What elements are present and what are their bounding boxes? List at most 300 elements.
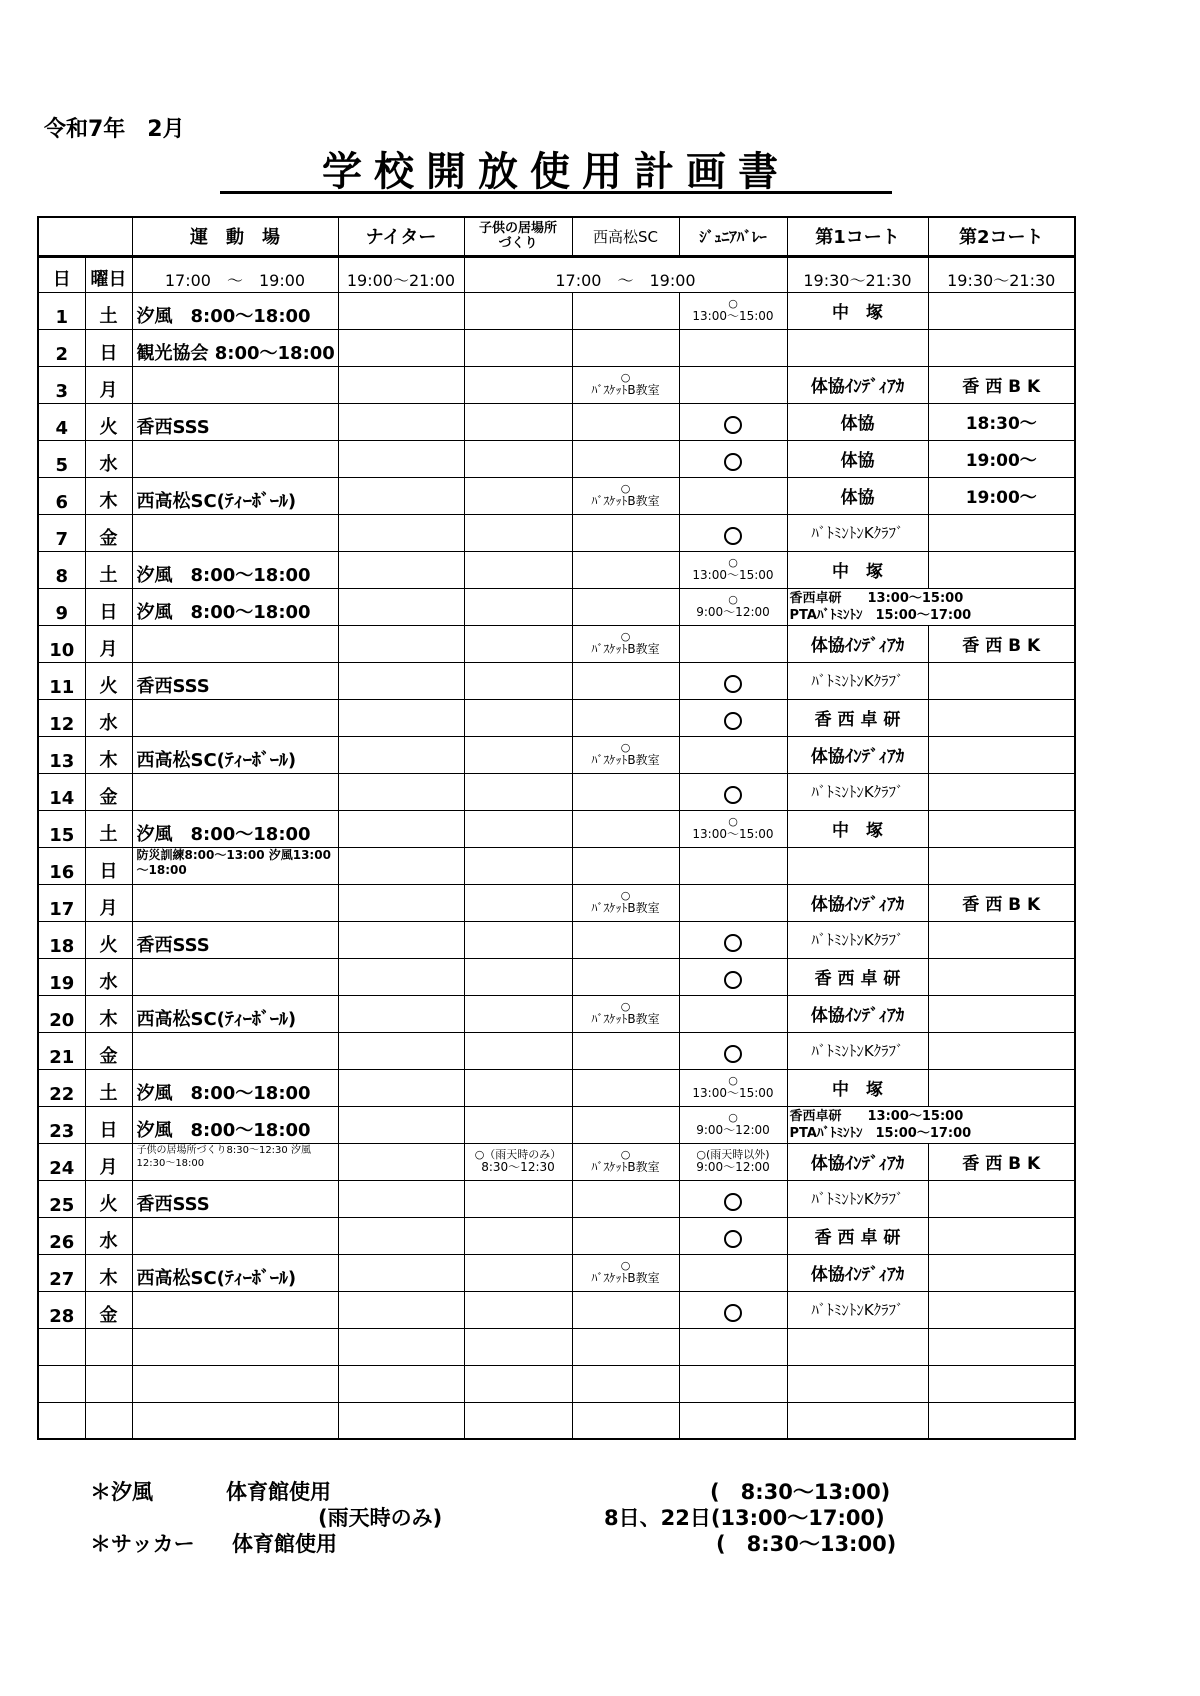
stack-text: 13:00～15:00 [692,826,774,841]
stack-text: ﾊﾞｽｹｯﾄB教室 [591,1159,660,1174]
table-row [38,1254,1075,1291]
subheader-court1-time: 19:30～21:30 [787,256,928,292]
header-ibasho-line2: づくり [498,236,538,252]
row-court1 [787,329,928,366]
stack-mark: ○ [728,296,738,310]
stack-mark: ○ [728,814,738,828]
table-row [38,1069,1075,1106]
row-court1: 体協 [787,403,928,440]
row-weekday: 土 [85,810,132,847]
row-court1 [787,1402,928,1439]
circle-mark-icon [724,1304,742,1322]
row-nishitakamatsu [572,773,679,810]
row-ibasho [464,1217,572,1254]
row-nighter [338,884,464,921]
row-nishitakamatsu [572,1402,679,1439]
table-row [38,699,1075,736]
row-nighter [338,1180,464,1217]
stack-mark: ○ [728,1073,738,1087]
row-junior [679,366,787,403]
circle-mark-icon [724,453,742,471]
stack-text: ﾊﾞｽｹｯﾄB教室 [591,641,660,656]
era-date: 令和7年 2月 [44,117,185,142]
circle-mark-icon [724,712,742,730]
row-junior [679,551,787,588]
row-court2: 18:30～ [928,403,1075,440]
row-court1: 体協ｲﾝﾃﾞｨｱｶ [787,1254,928,1291]
row-weekday: 土 [85,292,132,329]
row-ibasho [464,1106,572,1143]
stack [680,1110,787,1137]
row-weekday [85,1328,132,1365]
row-ibasho [464,921,572,958]
row-nishitakamatsu [572,625,679,662]
row-day: 1 [38,292,85,329]
row-field [132,1291,338,1328]
row-day: 14 [38,773,85,810]
row-day: 18 [38,921,85,958]
row-court1: ﾊﾞﾄﾐﾝﾄﾝKｸﾗﾌﾞ [787,1291,928,1328]
row-junior [679,699,787,736]
row-field [132,884,338,921]
row-nishitakamatsu [572,551,679,588]
row-ibasho [464,551,572,588]
circle-mark-icon [724,971,742,989]
row-nishitakamatsu [572,1032,679,1069]
row-weekday: 月 [85,625,132,662]
row-field [132,366,338,403]
row-nighter [338,440,464,477]
subheader-day: 日 [38,256,85,292]
row-court2 [928,847,1075,884]
row-court1: ﾊﾞﾄﾐﾝﾄﾝKｸﾗﾌﾞ [787,1032,928,1069]
header-ibasho-line1: 子供の居場所 [478,221,557,237]
row-court2: 香 西 B K [928,1143,1075,1180]
row-nishitakamatsu [572,1217,679,1254]
row-nishitakamatsu [572,1254,679,1291]
row-court2 [928,329,1075,366]
stack [465,1147,572,1174]
stack-mark: ○ [620,999,631,1013]
row-ibasho [464,1291,572,1328]
row-junior [679,995,787,1032]
row-junior [679,440,787,477]
subheader-court2-time: 19:30～21:30 [928,256,1075,292]
row-nishitakamatsu [572,514,679,551]
row-field [132,1032,338,1069]
row-junior [679,1069,787,1106]
subheader-mid-time: 17:00 ～ 19:00 [464,256,787,292]
row-court1: ﾊﾞﾄﾐﾝﾄﾝKｸﾗﾌﾞ [787,514,928,551]
row-nishitakamatsu [572,958,679,995]
row-field: 観光協会 8:00～18:00 [132,329,338,366]
row-court2 [928,736,1075,773]
row-ibasho [464,292,572,329]
row-junior [679,1328,787,1365]
table-row [38,625,1075,662]
stack [573,481,679,508]
row-court2 [928,1032,1075,1069]
row-ibasho [464,366,572,403]
row-court2 [928,921,1075,958]
stack [680,592,787,619]
row-nishitakamatsu [572,810,679,847]
table-row [38,773,1075,810]
row-field [132,1217,338,1254]
row-day: 6 [38,477,85,514]
row-nighter [338,551,464,588]
row-nighter [338,625,464,662]
row-nishitakamatsu [572,662,679,699]
row-nishitakamatsu [572,736,679,773]
table-row [38,514,1075,551]
header-junior: ｼﾞｭﾆｱﾊﾞﾚｰ [679,217,787,256]
header-ibasho [464,217,572,256]
row-nishitakamatsu [572,403,679,440]
stack [573,629,679,656]
row-field: 汐風 8:00～18:00 [132,1069,338,1106]
note-soccer-label: ＊サッカー [90,1532,195,1556]
stack-text: ﾊﾞｽｹｯﾄB教室 [591,752,660,767]
header-nighter: ナイター [338,217,464,256]
row-day: 12 [38,699,85,736]
row-weekday: 火 [85,403,132,440]
row-ibasho [464,403,572,440]
table-row [38,1291,1075,1328]
row-weekday [85,1402,132,1439]
row-ibasho [464,958,572,995]
circle-mark-icon [724,527,742,545]
row-nishitakamatsu [572,1328,679,1365]
row-nishitakamatsu [572,1143,679,1180]
row-court1: ﾊﾞﾄﾐﾝﾄﾝKｸﾗﾌﾞ [787,662,928,699]
row-field: 香西SSS [132,921,338,958]
row-day [38,1328,85,1365]
row-ibasho [464,810,572,847]
court1-line2: PTAﾊﾞﾄﾐﾝﾄﾝ 15:00～17:00 [789,607,972,623]
row-court2 [928,995,1075,1032]
row-court2 [928,699,1075,736]
row-ibasho [464,1180,572,1217]
row-nighter [338,403,464,440]
row-ibasho [464,736,572,773]
row-nishitakamatsu [572,1365,679,1402]
row-court1: ﾊﾞﾄﾐﾝﾄﾝKｸﾗﾌﾞ [787,773,928,810]
page-title: 学校開放使用計画書 [322,149,790,195]
row-field: 子供の居場所づくり8:30～12:30 汐風12:30～18:00 [132,1143,338,1180]
row-nighter [338,329,464,366]
subheader-nighter-time: 19:00～21:00 [338,256,464,292]
row-court2 [928,1365,1075,1402]
table-row [38,551,1075,588]
table-row [38,1032,1075,1069]
stack [573,1147,679,1174]
circle-mark-icon [724,1230,742,1248]
table-row [38,736,1075,773]
row-weekday [85,1365,132,1402]
row-nighter [338,366,464,403]
table-row [38,1180,1075,1217]
row-nishitakamatsu [572,1106,679,1143]
row-day: 11 [38,662,85,699]
row-nishitakamatsu [572,921,679,958]
row-nighter [338,1032,464,1069]
row-court1: 体協ｲﾝﾃﾞｨｱｶ [787,1143,928,1180]
stack [680,555,787,582]
stack-text: 13:00～15:00 [692,1085,774,1100]
header-field: 運 動 場 [132,217,338,256]
row-nighter [338,292,464,329]
stack-mark: ○ [620,888,631,902]
row-weekday: 金 [85,514,132,551]
row-court1: 体協 [787,440,928,477]
row-nighter [338,773,464,810]
note-soccer-use: 体育館使用 [232,1532,337,1556]
row-nighter [338,477,464,514]
row-ibasho [464,1143,572,1180]
row-junior [679,625,787,662]
row-court2 [928,514,1075,551]
row-junior [679,736,787,773]
row-nighter [338,736,464,773]
row-court1: 中 塚 [787,551,928,588]
title-underline [220,191,892,194]
row-court1: 体協ｲﾝﾃﾞｨｱｶ [787,736,928,773]
row-field: 香西SSS [132,662,338,699]
row-day: 27 [38,1254,85,1291]
stack-text: 9:00～12:00 [696,1122,770,1137]
stack-text: ﾊﾞｽｹｯﾄB教室 [591,382,660,397]
row-nighter [338,1217,464,1254]
row-day: 3 [38,366,85,403]
row-day: 24 [38,1143,85,1180]
row-ibasho [464,329,572,366]
stack-mark: ○ [620,1147,631,1161]
row-ibasho [464,699,572,736]
stack-text: 9:00～12:00 [696,604,770,619]
row-field [132,440,338,477]
subheader-field-time: 17:00 ～ 19:00 [132,256,338,292]
row-field: 汐風 8:00～18:00 [132,551,338,588]
stack-mark: ○ [620,740,631,754]
row-field: 西高松SC(ﾃｨｰﾎﾞｰﾙ) [132,477,338,514]
stack-mark: ○（雨天時のみ） [474,1147,562,1161]
row-day: 4 [38,403,85,440]
row-court2: 香 西 B K [928,625,1075,662]
row-weekday: 月 [85,366,132,403]
court1-line1: 香西卓研 13:00～15:00 [789,590,964,606]
row-field: 汐風 8:00～18:00 [132,810,338,847]
table-row [38,329,1075,366]
row-weekday: 月 [85,884,132,921]
row-day: 23 [38,1106,85,1143]
row-day: 8 [38,551,85,588]
row-nighter [338,847,464,884]
circle-mark-icon [724,675,742,693]
row-court1: 中 塚 [787,810,928,847]
row-court2 [928,551,1075,588]
row-court2 [928,1291,1075,1328]
row-ibasho [464,588,572,625]
row-day: 16 [38,847,85,884]
row-nighter [338,514,464,551]
row-ibasho [464,847,572,884]
row-weekday: 水 [85,1217,132,1254]
row-day: 17 [38,884,85,921]
row-field: 汐風 8:00～18:00 [132,588,338,625]
row-court2 [928,1180,1075,1217]
row-junior [679,514,787,551]
header-blank [38,217,132,256]
row-weekday: 火 [85,921,132,958]
row-field [132,773,338,810]
row-court1: 体協ｲﾝﾃﾞｨｱｶ [787,884,928,921]
row-nighter [338,1106,464,1143]
row-field [132,625,338,662]
row-nighter [338,1402,464,1439]
stack-text: 13:00～15:00 [692,308,774,323]
table-row [38,292,1075,329]
note-dates-time: 8日、22日(13:00～17:00) [604,1506,885,1530]
table-row [38,1217,1075,1254]
circle-mark-icon [724,786,742,804]
note-shiokaze-time: ( 8:30～13:00) [710,1480,891,1504]
table-row [38,810,1075,847]
row-ibasho [464,625,572,662]
row-weekday: 土 [85,551,132,588]
row-field [132,699,338,736]
note-shiokaze-use: 体育館使用 [226,1480,331,1504]
row-ibasho [464,773,572,810]
header-row [38,217,1075,256]
row-weekday: 火 [85,662,132,699]
table-row [38,1402,1075,1439]
row-ibasho [464,1254,572,1291]
table-row [38,884,1075,921]
row-nishitakamatsu [572,847,679,884]
row-junior [679,810,787,847]
row-day: 13 [38,736,85,773]
table-row [38,403,1075,440]
row-nishitakamatsu [572,329,679,366]
row-nighter [338,1254,464,1291]
table-row [38,440,1075,477]
row-court2 [928,662,1075,699]
stack [680,296,787,323]
row-court2 [928,1217,1075,1254]
row-court1: 香 西 卓 研 [787,1217,928,1254]
row-court1: 中 塚 [787,292,928,329]
row-junior [679,847,787,884]
schedule-table [37,216,1076,1440]
table-row [38,662,1075,699]
stack [573,999,679,1026]
circle-mark-icon [724,1045,742,1063]
row-court2 [928,810,1075,847]
table-row [38,1365,1075,1402]
row-court1: 体協ｲﾝﾃﾞｨｱｶ [787,625,928,662]
row-nighter [338,995,464,1032]
row-court1: 体協 [787,477,928,514]
row-ibasho [464,662,572,699]
row-weekday: 金 [85,1032,132,1069]
row-court1: 体協ｲﾝﾃﾞｨｱｶ [787,995,928,1032]
row-ibasho [464,995,572,1032]
row-day [38,1365,85,1402]
row-field [132,514,338,551]
row-court2 [928,958,1075,995]
stack-mark: ○ [620,1258,631,1272]
stack-text: 8:30～12:30 [481,1159,555,1174]
row-ibasho [464,1328,572,1365]
table-row [38,366,1075,403]
row-ibasho [464,1402,572,1439]
row-field: 汐風 8:00～18:00 [132,292,338,329]
row-nighter [338,810,464,847]
row-day: 15 [38,810,85,847]
row-court1 [787,588,1075,625]
row-court2 [928,773,1075,810]
row-day [38,1402,85,1439]
row-junior [679,588,787,625]
stack [680,1147,787,1174]
row-court2 [928,292,1075,329]
row-nighter [338,1328,464,1365]
row-nishitakamatsu [572,884,679,921]
row-nighter [338,1143,464,1180]
stack-mark: ○ [728,1110,738,1124]
table-row [38,995,1075,1032]
row-junior [679,1254,787,1291]
table-row [38,958,1075,995]
row-nishitakamatsu [572,699,679,736]
note-soccer-time: ( 8:30～13:00) [716,1532,897,1556]
stack [680,1073,787,1100]
row-nishitakamatsu [572,1069,679,1106]
row-court1 [787,847,928,884]
row-weekday: 金 [85,773,132,810]
table-row [38,847,1075,884]
stack-mark: ○ [620,481,631,495]
row-junior [679,477,787,514]
row-junior [679,1365,787,1402]
header-court1: 第1コート [787,217,928,256]
row-weekday: 木 [85,1254,132,1291]
row-day: 10 [38,625,85,662]
stack-mark: ○ [728,592,738,606]
row-field: 西高松SC(ﾃｨｰﾎﾞｰﾙ) [132,995,338,1032]
row-court1: 香 西 卓 研 [787,958,928,995]
row-field: 西高松SC(ﾃｨｰﾎﾞｰﾙ) [132,1254,338,1291]
row-court1: ﾊﾞﾄﾐﾝﾄﾝKｸﾗﾌﾞ [787,1180,928,1217]
row-field: 香西SSS [132,1180,338,1217]
row-nishitakamatsu [572,995,679,1032]
header-nishitakamatsu: 西高松SC [572,217,679,256]
header-court2: 第2コート [928,217,1075,256]
row-nishitakamatsu [572,1180,679,1217]
row-court1 [787,1328,928,1365]
row-court1: ﾊﾞﾄﾐﾝﾄﾝKｸﾗﾌﾞ [787,921,928,958]
row-nishitakamatsu [572,477,679,514]
table-row [38,921,1075,958]
row-weekday: 日 [85,588,132,625]
row-weekday: 木 [85,736,132,773]
stack [573,740,679,767]
row-nighter [338,921,464,958]
row-field: 西高松SC(ﾃｨｰﾎﾞｰﾙ) [132,736,338,773]
court1-line1: 香西卓研 13:00～15:00 [789,1108,964,1124]
subheader-weekday: 曜日 [85,256,132,292]
